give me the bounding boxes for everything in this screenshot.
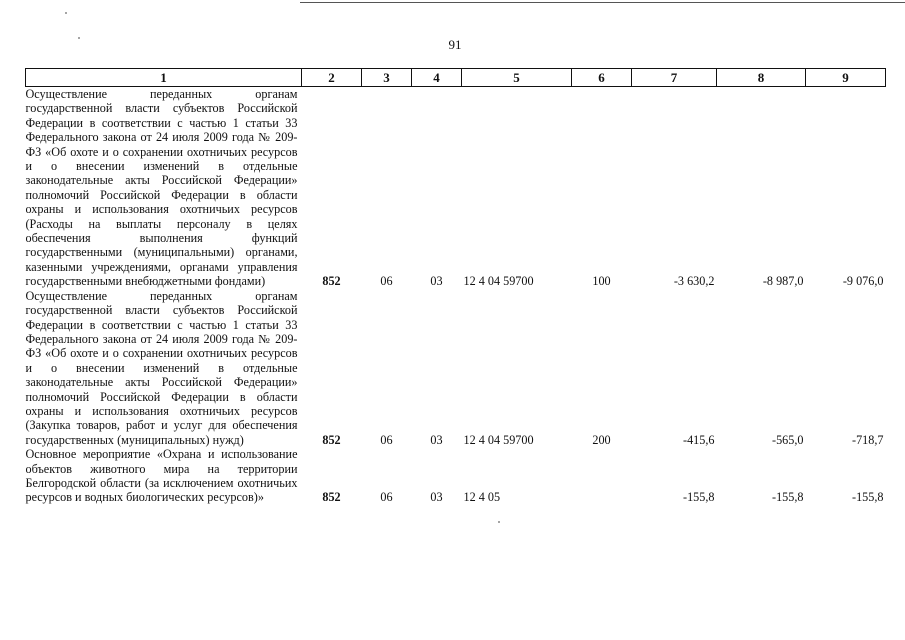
row-admin-code: 852 (322, 432, 341, 447)
scan-speck (78, 37, 80, 39)
row-amount-col8: -565,0 (772, 432, 804, 447)
header-col-5: 5 (462, 69, 572, 87)
row-admin-code: 852 (322, 490, 341, 505)
row-expense-type: 200 (592, 432, 611, 447)
page-number: 91 (448, 37, 462, 52)
row-amount-col8: -8 987,0 (762, 274, 804, 289)
scan-speck (498, 521, 500, 523)
header-col-3: 3 (362, 69, 412, 87)
row-description: Основное мероприятие «Охрана и использование объектов животного мира на территории Белгородской области (за исключением охотничьих ресурсов и водных биологических ресурсов)» (25, 447, 298, 505)
header-col-9: 9 (806, 69, 886, 87)
page-top-rule (300, 2, 905, 3)
header-col-2: 2 (302, 69, 362, 87)
row-target-article: 12 4 05 (463, 490, 501, 505)
row-target-article: 12 4 04 59700 (463, 432, 534, 447)
row-amount-col9: -718,7 (852, 432, 884, 447)
table-row (26, 447, 886, 505)
row-amount-col8: -155,8 (772, 490, 804, 505)
row-admin-code: 852 (322, 274, 341, 289)
row-subsection: 03 (430, 490, 443, 505)
header-col-7: 7 (632, 69, 717, 87)
header-col-4: 4 (412, 69, 462, 87)
budget-table (25, 68, 886, 505)
row-amount-col9: -155,8 (852, 490, 884, 505)
row-expense-type: 100 (592, 274, 611, 289)
row-amount-col7: -3 630,2 (673, 274, 715, 289)
table-header-row (26, 69, 886, 87)
header-col-6: 6 (572, 69, 632, 87)
row-expense-type (572, 447, 632, 505)
row-section: 06 (380, 490, 393, 505)
row-section: 06 (380, 432, 393, 447)
row-subsection: 03 (430, 432, 443, 447)
row-amount-col7: -155,8 (683, 490, 715, 505)
row-amount-col9: -9 076,0 (842, 274, 884, 289)
row-subsection: 03 (430, 274, 443, 289)
row-section: 06 (380, 274, 393, 289)
scan-speck (65, 12, 67, 14)
row-description: Осуществление переданных органам государственной власти субъектов Российской Федерации в соответствии с частью 1 статьи 33 Федерального закона от 24 июля 2009 года № 209-ФЗ «Об охоте и о сохранении охотничьих ресурсов и о внесении изменений в отдельные законодательные акты Российской Федерации» полномочий Российской Федерации в области охраны и использования охотничьих ресурсов (Расходы на выплаты персоналу в целях обеспечения выполнения функций государственными (муниципальными) органами, казенными учреждениями, органами управления государственными внебюджетными фондами) (25, 87, 298, 289)
header-col-8: 8 (717, 69, 806, 87)
row-amount-col7: -415,6 (683, 432, 715, 447)
table-row (26, 289, 886, 447)
table-row (26, 87, 886, 289)
row-description: Осуществление переданных органам государственной власти субъектов Российской Федерации в соответствии с частью 1 статьи 33 Федерального закона от 24 июля 2009 года № 209-ФЗ «Об охоте и о сохранении охотничьих ресурсов и о внесении изменений в отдельные законодательные акты Российской Федерации» полномочий Российской Федерации в области охраны и использования охотничьих ресурсов (Закупка товаров, работ и услуг для обеспечения государственных (муниципальных) нужд) (25, 288, 298, 447)
row-target-article: 12 4 04 59700 (463, 274, 534, 289)
header-col-1: 1 (26, 69, 302, 87)
